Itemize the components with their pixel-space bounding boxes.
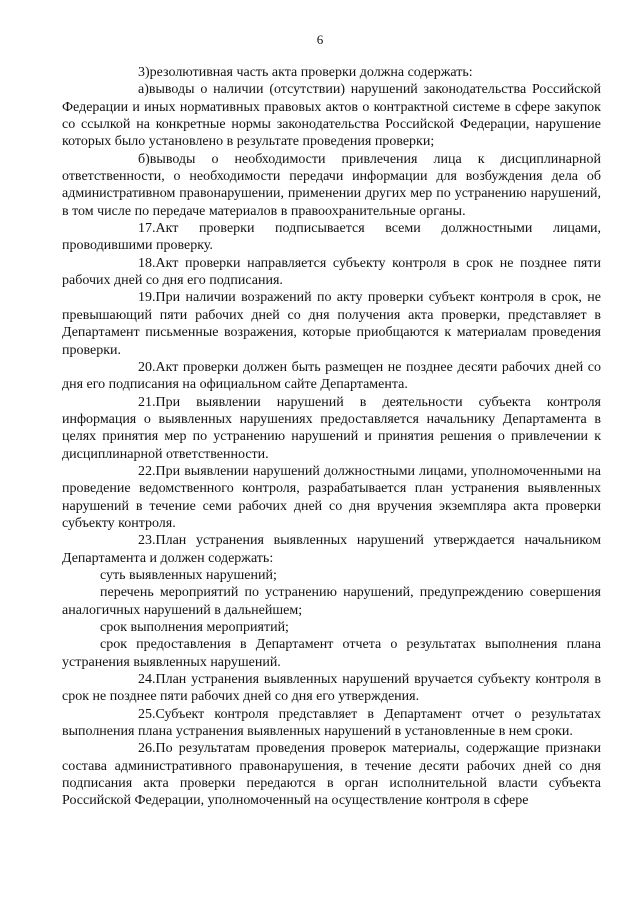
paragraph-text: перечень мероприятий по устранению нарушений, предупреждению совершения аналогичных нарушений в дальнейшем; xyxy=(62,585,601,618)
paragraph-21 xyxy=(62,394,601,463)
paragraph-number: а) xyxy=(138,82,149,98)
paragraph-text: выводы о наличии (отсутствии) нарушений законодательства Российской Федерации и иных нормативных правовых актов о контрактной системе в сфере закупок со ссылкой на конкретные нормы законодательства Российской Федерации, нарушение которых было установлено в результате проведения проверки; xyxy=(62,82,601,150)
list-item xyxy=(62,584,601,619)
paragraph-18 xyxy=(62,255,601,290)
paragraph-20 xyxy=(62,359,601,394)
paragraph-text: План устранения выявленных нарушений утверждается начальником Департамента и должен содержать: xyxy=(62,533,601,566)
paragraph-text: выводы о необходимости привлечения лица к дисциплинарной ответственности, о необходимости передачи информации для возбуждения дела об административном правонарушении, применении других мер по устранению нарушений, в том числе по передаче материалов в правоохранительные органы. xyxy=(62,151,601,219)
list-item xyxy=(62,567,601,584)
paragraph-text: При выявлении нарушений в деятельности субъекта контроля информация о выявленных нарушениях предоставляется начальнику Департамента в целях принятия мер по устранению нарушений и принятия решения о привлечении к дисциплинарной ответственности. xyxy=(62,394,601,462)
paragraph-number: 22. xyxy=(138,463,156,479)
paragraph-24 xyxy=(62,671,601,706)
paragraph-text: План устранения выявленных нарушений вручается субъекту контроля в срок не позднее пяти рабочих дней со дня его утверждения. xyxy=(62,672,601,705)
paragraph-number: 17. xyxy=(138,221,156,237)
paragraph-text: Акт проверки должен быть размещен не позднее десяти рабочих дней со дня его подписания на официальном сайте Департамента. xyxy=(62,359,601,393)
paragraph-25 xyxy=(62,706,601,741)
paragraph-number: 25. xyxy=(138,706,156,722)
paragraph-number: 3) xyxy=(138,65,150,80)
paragraph-22 xyxy=(62,463,601,532)
paragraph-text: суть выявленных нарушений; xyxy=(100,567,277,583)
paragraph-number: 24. xyxy=(138,672,156,688)
paragraph-number: 23. xyxy=(138,533,156,549)
paragraph-number: 26. xyxy=(138,741,156,757)
paragraph-number: 19. xyxy=(138,290,156,306)
paragraph-number: 21. xyxy=(138,394,156,410)
paragraph-text: По результатам проведения проверок материалы, содержащие признаки состава административного правонарушения, в течение десяти рабочих дней со дня подписания акта проверки передаются в орган исполнительной власти субъекта Российской Федерации, уполномоченный на осуществление контроля в сфере xyxy=(62,741,601,809)
paragraph-text: Акт проверки подписывается всеми должностными лицами, проводившими проверку. xyxy=(62,221,601,254)
paragraph-26 xyxy=(62,740,601,809)
paragraph-19 xyxy=(62,289,601,358)
paragraph-a xyxy=(62,81,601,150)
paragraph-text: Акт проверки направляется субъекту контроля в срок не позднее пяти рабочих дней со дня его подписания. xyxy=(62,255,601,289)
paragraph-17 xyxy=(62,220,601,255)
page-number: 6 xyxy=(316,32,324,47)
paragraph-b xyxy=(62,151,601,220)
list-item xyxy=(62,636,601,671)
paragraph-text: срок предоставления в Департамент отчета о результатах выполнения плана устранения выявленных нарушений. xyxy=(62,637,601,670)
paragraph-number: 20. xyxy=(138,359,156,375)
paragraph-text: срок выполнения мероприятий; xyxy=(100,620,289,635)
paragraph-text: резолютивная часть акта проверки должна содержать: xyxy=(149,65,473,80)
paragraph-text: При выявлении нарушений должностными лицами, уполномоченными на проведение ведомственного контроля, разрабатывается план устранения выявленных нарушений в течение семи рабочих дней со дня вручения экземпляра акта проверки субъекту контроля. xyxy=(62,463,601,531)
list-item xyxy=(62,619,601,636)
document-body xyxy=(62,64,601,810)
paragraph-number: 18. xyxy=(138,255,156,271)
paragraph-text: Субъект контроля представляет в Департамент отчет о результатах выполнения плана устранения выявленных нарушений в установленные в нем сроки. xyxy=(62,706,601,740)
paragraph-text: При наличии возражений по акту проверки субъект контроля в срок, не превышающий пяти рабочих дней со дня получения акта проверки, представляет в Департамент письменные возражения, которые приобщаются к материалам проведения проверки. xyxy=(62,290,601,358)
paragraph-number: б) xyxy=(138,151,150,167)
paragraph-3 xyxy=(62,64,601,81)
paragraph-23 xyxy=(62,532,601,567)
